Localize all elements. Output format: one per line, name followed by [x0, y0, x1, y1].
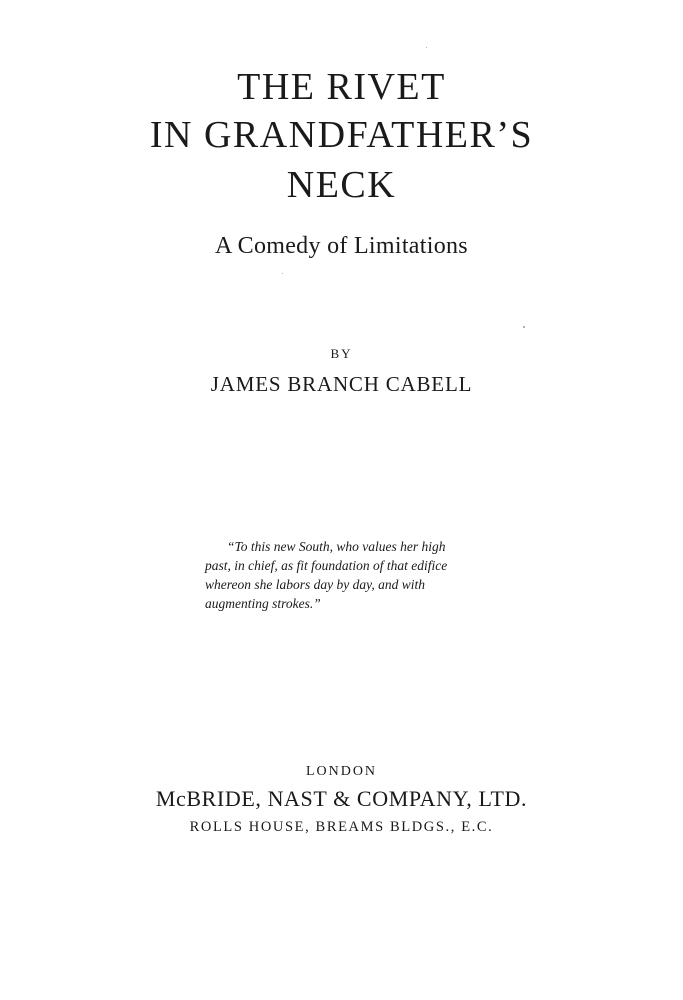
author-name: JAMES BRANCH CABELL	[210, 372, 473, 396]
imprint-place: LONDON	[305, 764, 378, 779]
book-subtitle: A Comedy of Limitations	[215, 233, 468, 259]
book-title-line-2: IN GRANDFATHER’S	[149, 114, 534, 156]
print-speck	[523, 326, 525, 328]
dedication-line-4: augmenting strokes.”	[205, 596, 321, 611]
imprint-publisher: McBRIDE, NAST & COMPANY, LTD.	[155, 786, 528, 811]
book-title-line-3: NECK	[286, 164, 397, 206]
print-speck	[426, 47, 427, 48]
dedication-line-3: whereon she labors day by day, and with	[205, 577, 425, 592]
dedication-line-2: past, in chief, as fit foundation of that edifice	[205, 558, 448, 573]
print-speck	[282, 273, 283, 274]
imprint-address: ROLLS HOUSE, BREAMS BLDGS., E.C.	[189, 819, 494, 835]
dedication-epigraph	[205, 537, 485, 613]
dedication-line-1: “To this new South, who values her high	[227, 539, 446, 554]
book-title-line-1: THE RIVET	[237, 66, 446, 108]
byline-label: BY	[330, 346, 353, 361]
